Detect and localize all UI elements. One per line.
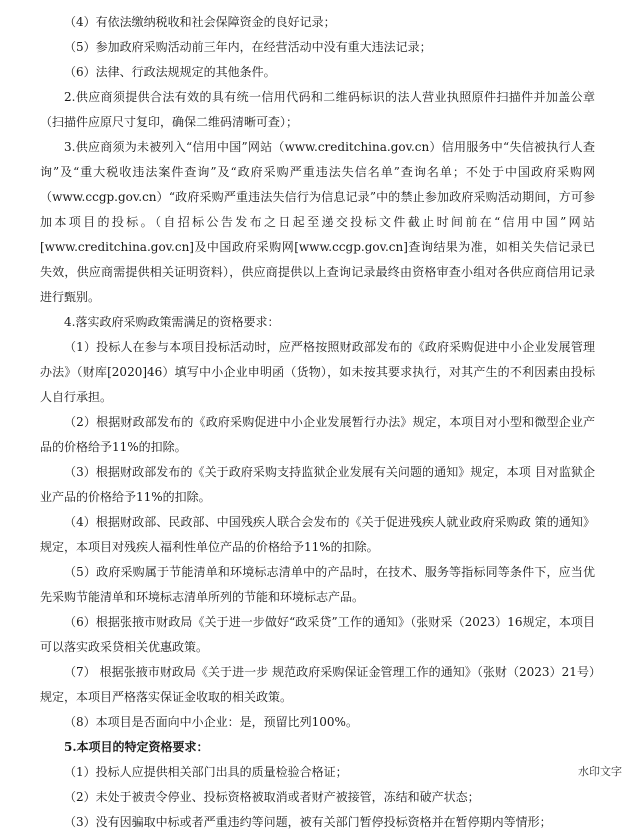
paragraph: （3）根据财政部发布的《关于政府采购支持监狱企业发展有关问题的通知》规定，本项 目对监狱企业产品的价格给予11%的扣除。 bbox=[40, 465, 595, 504]
watermark-text: 水印文字 bbox=[578, 765, 622, 778]
paragraph: （8）本项目是否面向中小企业：是，预留比列100%。 bbox=[64, 715, 358, 729]
paragraph: （2）未处于被责令停业、投标资格被取消或者财产被接管，冻结和破产状态； bbox=[64, 790, 480, 804]
paragraph: 3.供应商须为未被列入“信用中国”网站（www.creditchina.gov.cn）信用服务中“失信被执行人查询”及“重大税收违法案件查询”及“政府采购严重违法失信名单”查询名单；不处于中国政府采购网（www.ccgp.gov.cn）“政府采购严重违法失信行为信息记录”中的禁止参加政府采购活动期间，方可参加本项目的投标。（自招标公告发布之日起至递交投标文件截止时间前在“信用中国”网站[www.creditchina.gov.cn]及中国政府采购网[www.ccgp.gov.cn]查询结果为准，如相关失信记录已失效，供应商需提供相关证明资料），供应商提供以上查询记录最终由资格审查小组对各供应商信用记录进行甄别。 bbox=[40, 140, 595, 304]
paragraph: （7） 根据张掖市财政局《关于进一步 规范政府采购保证金管理工作的通知》（张财（2023）21号）规定，本项目严格落实保证金收取的相关政策。 bbox=[40, 665, 595, 704]
paragraph: （1）投标人在参与本项目投标活动时，应严格按照财政部发布的《政府采购促进中小企业发展管理办法》（财库[2020]46）填写中小企业申明函（货物），如未按其要求执行，对其产生的不利因素由投标人自行承担。 bbox=[40, 340, 595, 404]
paragraph: （1）投标人应提供相关部门出具的质量检验合格证； bbox=[64, 765, 348, 779]
paragraph: （5）参加政府采购活动前三年内，在经营活动中没有重大违法记录； bbox=[64, 40, 432, 54]
section-heading: 5.本项目的特定资格要求： bbox=[64, 740, 209, 754]
paragraph: 2.供应商须提供合法有效的具有统一信用代码和二维码标识的法人营业执照原件扫描件并加盖公章（扫描件应原尺寸复印，确保二维码清晰可查）； bbox=[40, 90, 595, 129]
paragraph: （5）政府采购属于节能清单和环境标志清单中的产品时，在技术、服务等指标同等条件下，应当优先采购节能清单和环境标志清单所列的节能和环境标志产品。 bbox=[40, 565, 595, 604]
paragraph: （4）根据财政部、民政部、中国残疾人联合会发布的《关于促进残疾人就业政府采购政 策的通知》规定，本项目对残疾人福利性单位产品的价格给予11%的扣除。 bbox=[40, 515, 595, 554]
document-body bbox=[40, 10, 595, 835]
paragraph: （6）法律、行政法规规定的其他条件。 bbox=[64, 65, 276, 79]
paragraph: （6）根据张掖市财政局《关于进一步做好“政采贷”工作的通知》（张财采（2023）16规定，本项目可以落实政采贷相关优惠政策。 bbox=[40, 615, 595, 654]
paragraph: （4）有依法缴纳税收和社会保障资金的良好记录； bbox=[64, 15, 336, 29]
paragraph: （3）没有因骗取中标或者严重违约等问题，被有关部门暂停投标资格并在暂停期内等情形； bbox=[64, 815, 552, 829]
paragraph: 4.落实政府采购政策需满足的资格要求： bbox=[64, 315, 280, 329]
paragraph: （2）根据财政部发布的《政府采购促进中小企业发展暂行办法》规定，本项目对小型和微型企业产品的价格给予11%的扣除。 bbox=[40, 415, 595, 454]
